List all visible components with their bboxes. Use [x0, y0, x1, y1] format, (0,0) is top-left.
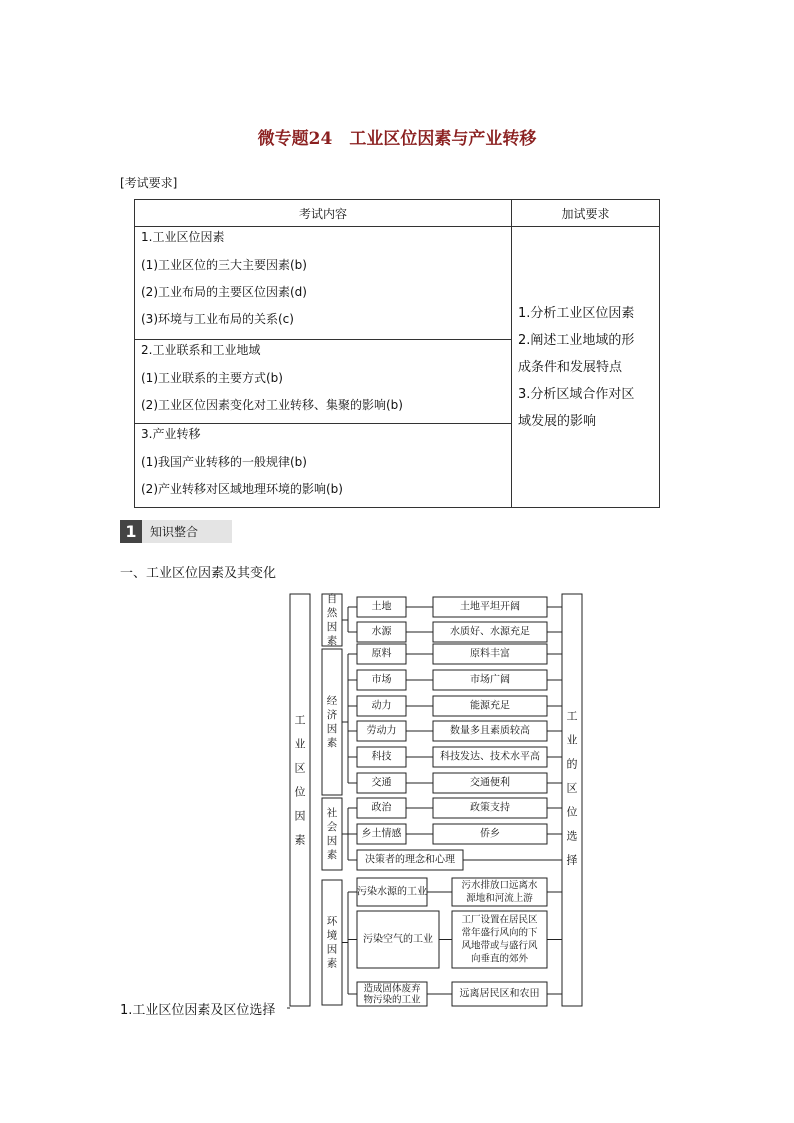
factor-text: 造成固体废弃 [363, 983, 421, 995]
left-label-char: 位 [294, 785, 306, 799]
left-label-char: 素 [294, 833, 306, 847]
extra-line: 2.阐述工业地域的形 [518, 332, 635, 348]
factor-text: 物污染的工业 [363, 994, 421, 1006]
condition-text: 土地平坦开阔 [460, 601, 520, 613]
requirement-line: (1)工业联系的主要方式(b) [141, 371, 283, 385]
section-number: 1 [120, 520, 142, 543]
condition-text: 向垂直的郊外 [470, 953, 529, 965]
condition-text: 原料丰富 [470, 648, 510, 660]
requirement-line: (2)工业区位因素变化对工业转移、集聚的影响(b) [141, 398, 403, 412]
requirement-line: (2)产业转移对区域地理环境的影响(b) [141, 482, 343, 496]
heading-factors-and-selection: 1.工业区位因素及区位选择 [120, 1003, 276, 1018]
condition-text: 污水排放口远离水 [461, 880, 538, 891]
condition-text: 源地和河流上游 [466, 893, 533, 904]
condition-text: 远离居民区和农田 [459, 988, 540, 1000]
factor-text: 污染空气的工业 [363, 934, 433, 945]
right-label-char: 的 [566, 757, 578, 771]
factor-text: 劳动力 [366, 725, 397, 737]
condition-text: 水质好、水源充足 [450, 626, 530, 638]
condition-text: 数量多且素质较高 [450, 725, 530, 737]
heading-industry-factors: 一、工业区位因素及其变化 [120, 566, 277, 581]
requirement-line: 1.工业区位因素 [141, 230, 225, 244]
factor-text: 决策者的理念和心理 [365, 854, 455, 866]
factor-text: 市场 [371, 674, 392, 686]
category-char: 经 [326, 695, 338, 707]
factor-text: 科技 [371, 751, 392, 763]
requirement-line: (2)工业布局的主要区位因素(d) [141, 285, 307, 299]
right-label-char: 工 [566, 709, 578, 723]
factor-text: 污染水源的工业 [357, 886, 427, 898]
left-label-char: 因 [294, 809, 306, 823]
header-content: 考试内容 [135, 200, 512, 227]
category-char: 会 [326, 821, 338, 833]
factor-text: 交通 [371, 777, 392, 789]
right-label-char: 区 [566, 781, 578, 795]
condition-text: 常年盛行风向的下 [461, 927, 538, 939]
category-box [322, 649, 342, 795]
condition-text: 政策支持 [470, 802, 510, 814]
condition-text: 能源充足 [470, 700, 510, 712]
header-extra: 加试要求 [512, 200, 660, 227]
extra-line: 3.分析区域合作对区 [518, 386, 635, 402]
factor-text: 政治 [371, 802, 392, 814]
page-title: 微专题24 工业区位因素与产业转移 [257, 129, 537, 149]
right-label-char: 位 [566, 805, 578, 819]
category-box [322, 880, 342, 1005]
left-label-char: 区 [294, 761, 306, 775]
category-char: 自 [326, 593, 338, 605]
requirement-line: (1)工业区位的三大主要因素(b) [141, 258, 307, 272]
factor-text: 原料 [371, 648, 392, 660]
factor-text: 动力 [371, 700, 392, 712]
category-char: 素 [326, 737, 338, 749]
right-label-char: 择 [566, 853, 578, 867]
section-label: 知识整合 [142, 520, 232, 543]
requirement-line: 3.产业转移 [141, 427, 201, 441]
category-char: 素 [326, 957, 338, 970]
category-char: 因 [326, 621, 338, 633]
condition-text: 工厂设置在居民区 [461, 914, 538, 926]
right-label-char: 选 [566, 829, 578, 843]
left-label-char: 工 [294, 713, 306, 727]
factor-text: 水源 [371, 626, 392, 638]
category-char: 因 [326, 835, 338, 847]
left-label-box [290, 594, 310, 1006]
left-label-char: 业 [294, 737, 306, 751]
condition-text: 侨乡 [480, 828, 500, 840]
factor-text: 土地 [371, 601, 392, 613]
category-char: 环 [326, 915, 338, 928]
category-char: 因 [326, 943, 338, 956]
category-char: 社 [326, 807, 338, 819]
extra-line: 1.分析工业区位因素 [518, 305, 635, 321]
condition-text: 风地带或与盛行风 [461, 940, 538, 952]
extra-line: 域发展的影响 [518, 413, 597, 429]
category-char: 素 [326, 635, 338, 647]
category-char: 济 [326, 709, 338, 721]
requirement-line: (1)我国产业转移的一般规律(b) [141, 455, 307, 469]
requirement-line: (3)环境与工业布局的关系(c) [141, 312, 294, 326]
condition-text: 交通便利 [470, 777, 510, 789]
category-char: 素 [326, 849, 338, 861]
factor-text: 乡土情感 [361, 828, 402, 840]
right-label-char: 业 [566, 733, 578, 747]
condition-text: 市场广阔 [470, 674, 510, 686]
exam-requirements-label: [考试要求] [120, 176, 178, 190]
right-label-box [562, 594, 582, 1006]
condition-text: 科技发达、技术水平高 [440, 751, 540, 763]
category-char: 因 [326, 723, 338, 735]
category-char: 然 [326, 607, 338, 619]
extra-line: 成条件和发展特点 [518, 359, 623, 375]
category-char: 境 [326, 929, 338, 942]
requirement-line: 2.工业联系和工业地域 [141, 343, 261, 357]
